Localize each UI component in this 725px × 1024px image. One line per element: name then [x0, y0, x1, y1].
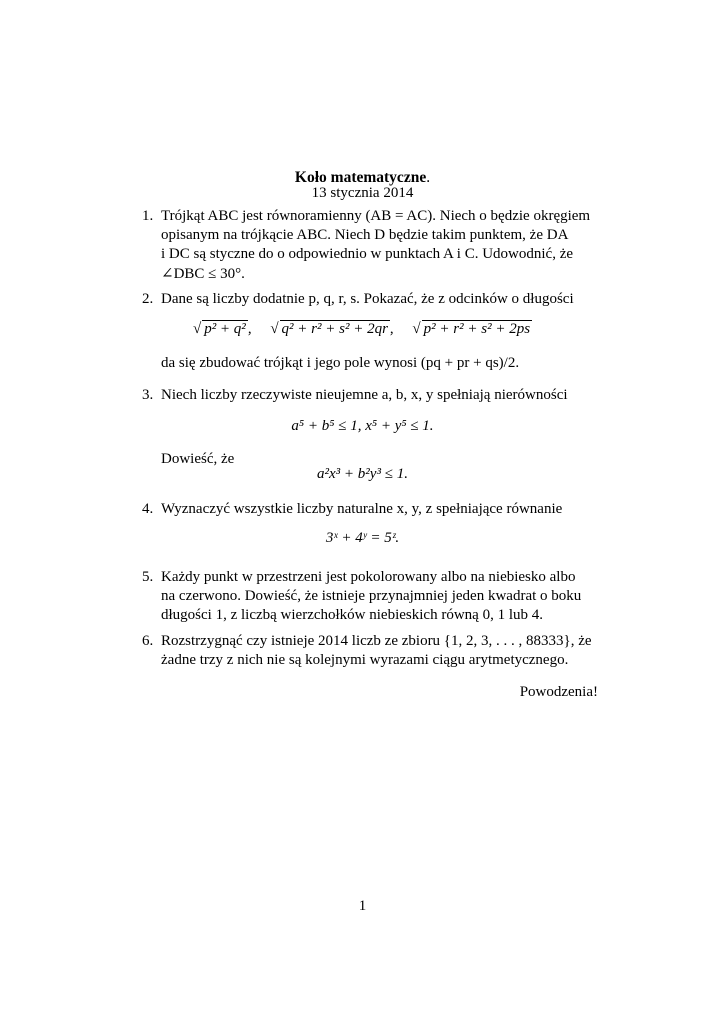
formula-claim: a²x³ + b²y³ ≤ 1.	[317, 466, 408, 482]
problem-3	[142, 386, 602, 405]
problem-line: Trójkąt ABC jest równoramienny (AB = AC). Niech o będzie okręgiem	[161, 208, 591, 224]
problem-line: ∠DBC ≤ 30°.	[161, 265, 245, 282]
problem-6	[142, 632, 602, 670]
problem-intro: Dane są liczby dodatnie p, q, r, s. Pokazać, że z odcinków o długości	[161, 291, 574, 307]
problem-number: 3.	[142, 387, 154, 403]
problem-3-middle: Dowieść, że	[161, 451, 235, 467]
page-number: 1	[358, 898, 367, 914]
problem-number: 5.	[142, 569, 154, 585]
problem-line: długości 1, z liczbą wierzchołków niebieskich równą 0, 1 lub 4.	[161, 607, 543, 624]
problem-4	[142, 500, 602, 519]
problem-5	[142, 568, 602, 626]
problem-line: na czerwono. Dowieść, że istnieje przynajmniej jeden kwadrat o boku	[161, 588, 582, 605]
document-date: 13 stycznia 2014	[311, 185, 414, 201]
problem-number: 4.	[142, 501, 154, 517]
sqrt-term: √ p² + q²	[192, 321, 246, 337]
problem-intro: Niech liczby rzeczywiste nieujemne a, b, x, y spełniają nierówności	[161, 387, 568, 403]
formula-equation: 3ˣ + 4ʸ = 5ᶻ.	[325, 530, 400, 546]
problem-number: 2.	[142, 291, 154, 307]
sqrt-term: √ p² + r² + s² + 2ps	[412, 321, 531, 337]
problem-number: 1.	[142, 208, 154, 224]
problem-line: i DC są styczne do o odpowiednio w punktach A i C. Udowodnić, że	[161, 246, 574, 263]
formula-inequalities: a⁵ + b⁵ ≤ 1, x⁵ + y⁵ ≤ 1.	[291, 418, 434, 434]
formula-sqrt-lengths: √ p² + q² , √ q² + r² + s² + 2qr , √ p² + r² + s² + 2ps	[192, 321, 531, 337]
problem-2-outro: da się zbudować trójkąt i jego pole wynosi (pq + pr + qs)/2.	[161, 355, 520, 371]
sqrt-term: √ q² + r² + s² + 2qr	[270, 321, 388, 337]
problem-number: 6.	[142, 633, 154, 649]
problem-line: żadne trzy z nich nie są kolejnymi wyrazami ciągu arytmetycznego.	[161, 652, 569, 669]
problem-line: Rozstrzygnąć czy istnieje 2014 liczb ze zbioru {1, 2, 3, . . . , 88333}, że	[161, 633, 592, 649]
problem-1	[142, 207, 602, 284]
problem-line: opisanym na trójkącie ABC. Niech D będzie takim punktem, że DA	[161, 227, 569, 244]
problem-2	[142, 290, 602, 309]
document-title: Koło matematyczne.	[294, 169, 431, 186]
problem-intro: Wyznaczyć wszystkie liczby naturalne x, y, z spełniające równanie	[161, 501, 563, 517]
problem-line: Każdy punkt w przestrzeni jest pokolorowany albo na niebiesko albo	[161, 569, 576, 585]
closing-text: Powodzenia!	[519, 684, 598, 700]
